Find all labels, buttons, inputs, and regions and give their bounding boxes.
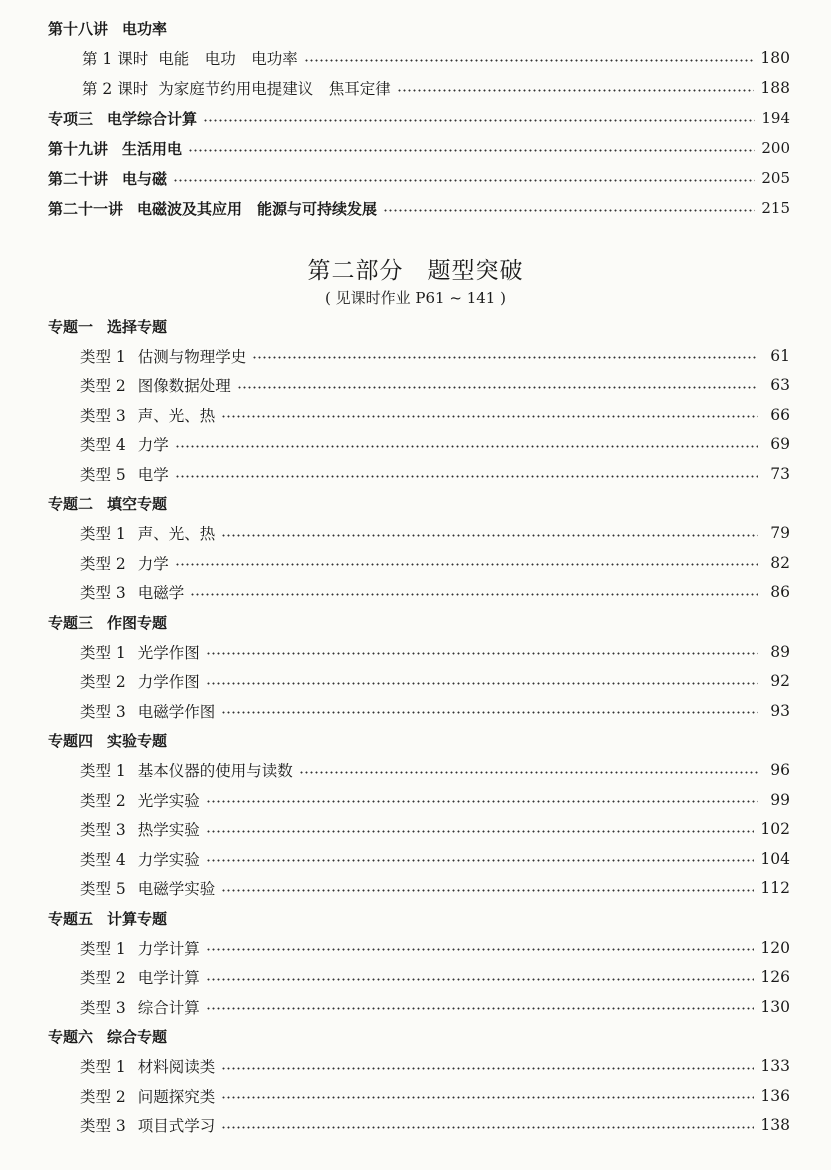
dot-leader xyxy=(237,386,758,389)
entry-type: 类型 2 xyxy=(80,377,126,396)
page-number: 61 xyxy=(770,346,790,365)
lecture-label: 第十八讲 xyxy=(48,19,109,38)
toc-lecture-19[interactable] xyxy=(48,136,790,160)
dot-leader xyxy=(206,800,758,803)
toc-entry[interactable] xyxy=(80,551,790,575)
toc-entry[interactable] xyxy=(80,344,790,368)
entry-type: 类型 4 xyxy=(80,436,126,455)
entry-title: 项目式学习 xyxy=(137,1117,216,1136)
page-number: 112 xyxy=(760,879,790,898)
dot-leader xyxy=(190,593,758,596)
toc-entry[interactable] xyxy=(80,669,790,693)
page-number: 86 xyxy=(770,583,790,602)
lecture-title: 电功率 xyxy=(122,19,168,38)
toc-entry[interactable] xyxy=(80,580,790,604)
topic-title: 填空专题 xyxy=(107,495,168,514)
entry-type: 类型 1 xyxy=(80,643,126,662)
entry-title: 力学 xyxy=(137,436,169,455)
topic-label: 专题一 xyxy=(48,317,94,336)
dot-leader xyxy=(206,948,755,951)
page-number: 73 xyxy=(770,465,790,483)
toc-entry[interactable] xyxy=(80,699,790,723)
toc-lesson-2[interactable] xyxy=(82,76,790,100)
special-label: 专项三 xyxy=(48,109,94,128)
page-number: 92 xyxy=(770,672,790,691)
entry-title: 光学作图 xyxy=(137,643,200,662)
toc-entry[interactable] xyxy=(80,876,790,900)
toc-entry[interactable] xyxy=(80,403,790,427)
part-2-title: 第二部分 题型突破 xyxy=(307,258,524,284)
topic-label: 专题二 xyxy=(48,495,94,514)
lecture-title: 电磁波及其应用 能源与可持续发展 xyxy=(137,199,378,218)
entry-type: 类型 5 xyxy=(80,880,126,899)
toc-special-3[interactable] xyxy=(48,106,790,130)
entry-type: 类型 2 xyxy=(80,554,126,573)
entry-title: 声、光、热 xyxy=(137,525,216,544)
lecture-title: 生活用电 xyxy=(122,139,183,158)
entry-type: 类型 1 xyxy=(80,347,126,366)
toc-entry[interactable] xyxy=(80,432,790,456)
dot-leader xyxy=(221,534,758,537)
entry-type: 类型 2 xyxy=(80,673,126,692)
topic-label: 专题六 xyxy=(48,1027,94,1046)
entry-title: 力学 xyxy=(137,554,169,573)
toc-lecture-18[interactable] xyxy=(48,16,167,40)
page-number: 120 xyxy=(760,938,790,957)
topic-title: 综合专题 xyxy=(107,1027,168,1046)
page-number: 200 xyxy=(761,139,790,157)
dot-leader xyxy=(299,771,758,774)
toc-entry[interactable] xyxy=(80,640,790,664)
topic-heading[interactable] xyxy=(48,1024,167,1048)
toc-entry[interactable] xyxy=(80,521,790,545)
entry-title: 电学计算 xyxy=(137,969,200,988)
toc-lecture-21[interactable] xyxy=(48,196,790,220)
entry-title: 问题探究类 xyxy=(137,1087,216,1106)
entry-title: 图像数据处理 xyxy=(137,377,231,396)
topic-title: 作图专题 xyxy=(107,613,168,632)
lesson-title: 电能 电功 电功率 xyxy=(158,50,298,68)
toc-entry[interactable] xyxy=(80,995,790,1019)
page-number: 66 xyxy=(770,405,790,424)
lesson-label: 第 2 课时 xyxy=(82,80,149,98)
topic-heading[interactable] xyxy=(48,728,167,752)
lesson-title: 为家庭节约用电提建议 焦耳定律 xyxy=(158,80,391,98)
toc-entry[interactable] xyxy=(80,817,790,841)
dot-leader xyxy=(206,682,758,685)
page-number: 79 xyxy=(770,524,790,543)
toc-entry[interactable] xyxy=(80,462,790,486)
dot-leader xyxy=(203,119,755,122)
topic-label: 专题五 xyxy=(48,909,94,928)
topic-title: 计算专题 xyxy=(107,909,168,928)
entry-type: 类型 3 xyxy=(80,998,126,1017)
dot-leader xyxy=(173,179,755,182)
topic-heading[interactable] xyxy=(48,906,167,930)
dot-leader xyxy=(252,356,758,359)
entry-type: 类型 1 xyxy=(80,939,126,958)
page-number: 130 xyxy=(760,997,790,1016)
entry-title: 力学实验 xyxy=(137,850,200,869)
entry-type: 类型 2 xyxy=(80,969,126,988)
dot-leader xyxy=(383,209,755,212)
entry-title: 材料阅读类 xyxy=(137,1058,216,1076)
page-number: 89 xyxy=(770,642,790,661)
dot-leader xyxy=(221,1126,754,1129)
page-number: 136 xyxy=(760,1086,790,1105)
dot-leader xyxy=(221,711,758,714)
entry-title: 综合计算 xyxy=(137,998,200,1017)
entry-title: 电学 xyxy=(137,466,169,484)
page-number: 63 xyxy=(770,376,790,395)
page-number: 138 xyxy=(760,1116,790,1135)
page-number: 133 xyxy=(760,1057,790,1075)
dot-leader xyxy=(304,59,755,62)
entry-type: 类型 3 xyxy=(80,1117,126,1136)
dot-leader xyxy=(221,889,754,892)
toc-entry[interactable] xyxy=(80,1084,790,1108)
special-title: 电学综合计算 xyxy=(107,109,198,128)
dot-leader xyxy=(221,415,758,418)
entry-type: 类型 5 xyxy=(80,466,126,484)
dot-leader xyxy=(206,978,755,981)
dot-leader xyxy=(206,1007,755,1010)
entry-type: 类型 1 xyxy=(80,1058,126,1076)
dot-leader xyxy=(206,830,755,833)
lesson-label: 第 1 课时 xyxy=(82,50,149,68)
page-number: 215 xyxy=(761,199,790,217)
toc-entry[interactable] xyxy=(80,1113,790,1137)
entry-title: 电磁学 xyxy=(137,584,185,603)
entry-title: 基本仪器的使用与读数 xyxy=(137,762,293,780)
dot-leader xyxy=(175,563,758,566)
lecture-label: 第十九讲 xyxy=(48,139,109,158)
dot-leader xyxy=(221,1067,754,1070)
topic-label: 专题三 xyxy=(48,613,94,632)
topic-heading[interactable] xyxy=(48,314,167,338)
toc-lecture-20[interactable] xyxy=(48,166,790,190)
entry-type: 类型 4 xyxy=(80,850,126,869)
entry-type: 类型 1 xyxy=(80,525,126,544)
dot-leader xyxy=(206,859,755,862)
dot-leader xyxy=(188,149,755,152)
entry-type: 类型 2 xyxy=(80,791,126,810)
entry-type: 类型 3 xyxy=(80,406,126,425)
entry-type: 类型 3 xyxy=(80,702,126,721)
dot-leader xyxy=(221,1096,754,1099)
toc-entry[interactable] xyxy=(80,373,790,397)
dot-leader xyxy=(175,445,758,448)
page-number: 99 xyxy=(770,790,790,809)
page-number: 180 xyxy=(760,49,790,67)
toc-lesson-1[interactable] xyxy=(82,46,790,70)
topic-title: 实验专题 xyxy=(107,731,168,750)
toc-entry[interactable] xyxy=(80,1054,790,1078)
topic-heading[interactable] xyxy=(48,610,167,634)
dot-leader xyxy=(175,475,758,478)
entry-title: 力学作图 xyxy=(137,673,200,692)
toc-entry[interactable] xyxy=(80,847,790,871)
lecture-label: 第二十讲 xyxy=(48,169,109,188)
page-number: 126 xyxy=(760,968,790,987)
entry-title: 力学计算 xyxy=(137,939,200,958)
dot-leader xyxy=(397,89,755,92)
entry-type: 类型 3 xyxy=(80,584,126,603)
page-number: 194 xyxy=(761,109,790,127)
lecture-label: 第二十一讲 xyxy=(48,199,124,218)
entry-title: 声、光、热 xyxy=(137,406,216,425)
page-number: 96 xyxy=(770,761,790,779)
page-number: 104 xyxy=(760,849,790,868)
entry-title: 光学实验 xyxy=(137,791,200,810)
page-number: 205 xyxy=(761,169,790,187)
entry-type: 类型 1 xyxy=(80,762,126,780)
entry-type: 类型 2 xyxy=(80,1087,126,1106)
page-number: 102 xyxy=(760,820,790,839)
toc-entry[interactable] xyxy=(80,936,790,960)
entry-title: 热学实验 xyxy=(137,821,200,840)
page-number: 93 xyxy=(770,701,790,720)
entry-title: 估测与物理学史 xyxy=(137,347,247,366)
dot-leader xyxy=(206,652,758,655)
topic-label: 专题四 xyxy=(48,731,94,750)
part-2-subtitle: ( 见课时作业 P61 ~ 141 ) xyxy=(325,289,506,307)
topic-title: 选择专题 xyxy=(107,317,168,336)
entry-title: 电磁学作图 xyxy=(137,702,216,721)
topic-heading[interactable] xyxy=(48,492,167,516)
toc-entry[interactable] xyxy=(80,788,790,812)
page-number: 188 xyxy=(760,79,790,97)
page-number: 82 xyxy=(770,553,790,572)
lecture-title: 电与磁 xyxy=(122,169,168,188)
entry-title: 电磁学实验 xyxy=(137,880,216,899)
page-number: 69 xyxy=(770,435,790,454)
toc-entry[interactable] xyxy=(80,965,790,989)
toc-entry[interactable] xyxy=(80,758,790,782)
entry-type: 类型 3 xyxy=(80,821,126,840)
